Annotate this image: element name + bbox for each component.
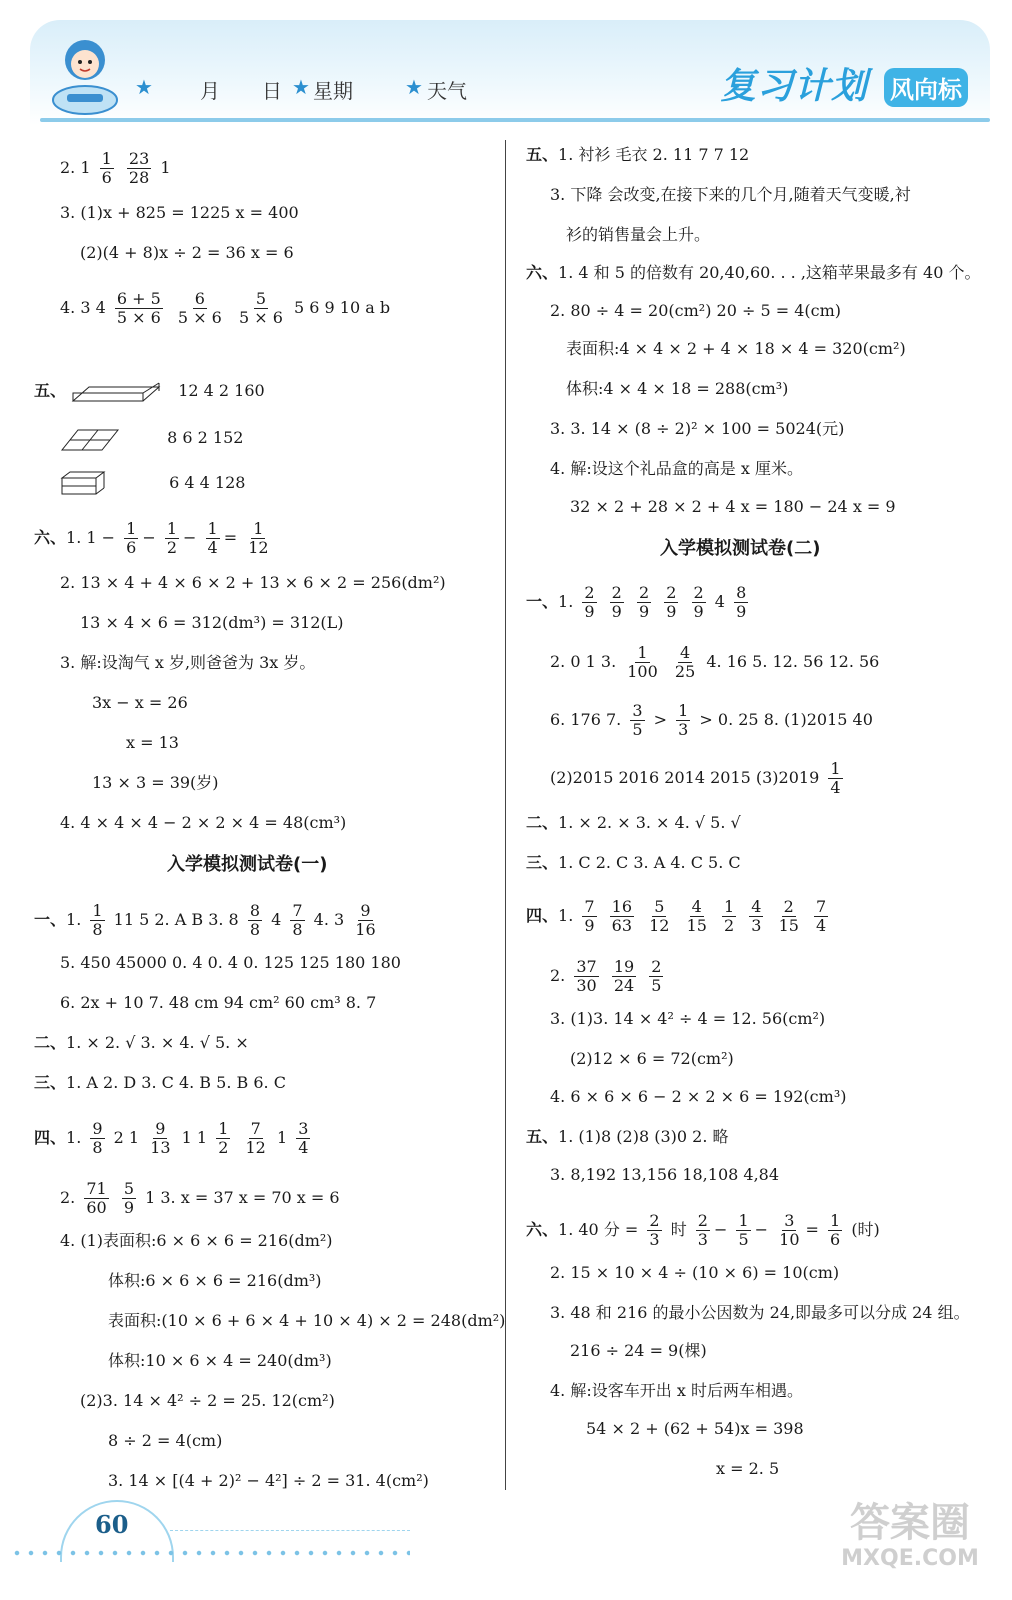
brand-logo: 复习计划 bbox=[720, 66, 869, 107]
watermark-url: MXQE.COM bbox=[841, 1546, 979, 1571]
flat-cuboid-icon bbox=[71, 381, 161, 403]
watermark-logo: 答案圈 bbox=[850, 1500, 970, 1546]
answer-line: 3. 下降 会改变,在接下来的几个月,随着天气变暖,衬 bbox=[550, 185, 911, 204]
answer-line: 2. 0 1 3. $\frac{1}{100}$ $\frac{4}{25}$ 4. 16 5. 12. 56 12. 56 bbox=[550, 643, 880, 681]
answer-line: 2. $\frac{37}{30}$ $\frac{19}{24}$ $\frac{2}{5}$ bbox=[550, 957, 662, 995]
page-header bbox=[0, 0, 1012, 140]
cuboid-icon bbox=[60, 424, 120, 452]
answer-line: 6. 2x + 10 7. 48 cm 94 cm² 60 cm³ 8. 7 bbox=[60, 993, 377, 1012]
answer-line: 2. 13 × 4 + 4 × 6 × 2 + 13 × 6 × 2 = 256(dm²) bbox=[60, 573, 446, 592]
answer-line: 4. 解:设这个礼品盒的高是 x 厘米。 bbox=[550, 459, 803, 478]
answer-line: x = 2. 5 bbox=[716, 1459, 780, 1478]
answer-line: (2)2015 2016 2014 2015 (3)2019 $\frac{1}{4}$ bbox=[550, 759, 841, 797]
answer-line: (2)3. 14 × 4² ÷ 2 = 25. 12(cm²) bbox=[80, 1391, 335, 1410]
page-number: 60 bbox=[95, 1510, 129, 1539]
answer-line: 4. (1)表面积:6 × 6 × 6 = 216(dm²) bbox=[60, 1231, 333, 1250]
answer-line: 3. (1)3. 14 × 4² ÷ 4 = 12. 56(cm²) bbox=[550, 1009, 826, 1028]
answer-line: 表面积:(10 × 6 + 6 × 4 + 10 × 4) × 2 = 248(dm²) bbox=[108, 1311, 506, 1330]
answer-line: 13 × 4 × 6 = 312(dm³) = 312(L) bbox=[80, 613, 344, 632]
answer-line: 一、1. $\frac{2}{9}$ $\frac{2}{9}$ $\frac{2}{9}$ $\frac{2}{9}$ $\frac{2}{9}$ 4 $\frac{8}{9}$ bbox=[526, 583, 747, 621]
section-title: 入学模拟测试卷(一) bbox=[167, 854, 328, 875]
answer-line: 3. 解:设淘气 x 岁,则爸爸为 3x 岁。 bbox=[60, 653, 316, 672]
answer-line: 六、1. 4 和 5 的倍数有 20,40,60. . . ,这箱苹果最多有 40 个。 bbox=[526, 263, 981, 282]
answer-line: 三、1. A 2. D 3. C 4. B 5. B 6. C bbox=[34, 1073, 286, 1092]
column-divider bbox=[505, 140, 506, 1490]
answer-line: 二、1. × 2. √ 3. × 4. √ 5. × bbox=[34, 1033, 249, 1052]
answer-line: 一、1. $\frac{1}{8}$ 11 5 2. A B 3. 8 $\frac{8}{8}$ 4 $\frac{7}{8}$ 4. 3 $\frac{9}{16}$ bbox=[34, 901, 376, 939]
answer-line: x = 13 bbox=[126, 733, 179, 752]
answer-line: 3. (1)x + 825 = 1225 x = 400 bbox=[60, 203, 299, 222]
answer-line: 二、1. × 2. × 3. × 4. √ 5. √ bbox=[526, 813, 741, 832]
answer-line: 三、1. C 2. C 3. A 4. C 5. C bbox=[526, 853, 741, 872]
answer-line: (2)(4 + 8)x ÷ 2 = 36 x = 6 bbox=[80, 243, 294, 262]
footer-line bbox=[170, 1530, 410, 1531]
answer-line: 五、 12 4 2 160 bbox=[34, 380, 265, 403]
answer-line: 4. 4 × 4 × 4 − 2 × 2 × 4 = 48(cm³) bbox=[60, 813, 347, 832]
star-icon: ★ bbox=[135, 75, 153, 99]
answer-line: 216 ÷ 24 = 9(棵) bbox=[570, 1341, 707, 1360]
answer-line: 衫的销售量会上升。 bbox=[566, 225, 711, 244]
answer-line: 32 × 2 + 28 × 2 + 4 x = 180 − 24 x = 9 bbox=[570, 497, 896, 516]
answer-line: 8 ÷ 2 = 4(cm) bbox=[108, 1431, 223, 1450]
answer-line: (2)12 × 6 = 72(cm²) bbox=[570, 1049, 734, 1068]
answer-line: 2. 80 ÷ 4 = 20(cm²) 20 ÷ 5 = 4(cm) bbox=[550, 301, 842, 320]
answer-line: 2. 15 × 10 × 4 ÷ (10 × 6) = 10(cm) bbox=[550, 1263, 840, 1282]
answer-line: 6 4 4 128 bbox=[60, 470, 245, 496]
answer-line: 体积:4 × 4 × 18 = 288(cm³) bbox=[566, 379, 789, 398]
answer-line: 体积:10 × 6 × 4 = 240(dm³) bbox=[108, 1351, 332, 1370]
header-weekday: 星期 bbox=[313, 79, 353, 103]
answer-line: 4. 3 4 $\frac{6 + 5}{5 \times 6}$ $\frac{6}{5 \times 6}$ $\frac{5}{5 \times 6}$ 5 6 9 10 a b bbox=[60, 289, 391, 327]
answer-line: 5. 450 45000 0. 4 0. 4 0. 125 125 180 180 bbox=[60, 953, 401, 972]
watermark bbox=[820, 1500, 1000, 1590]
answer-line: 4. 6 × 6 × 6 − 2 × 2 × 6 = 192(cm³) bbox=[550, 1087, 847, 1106]
header-day: 日 bbox=[262, 79, 282, 103]
answer-line: 2. 1 $\frac{1}{6}$ $\frac{23}{28}$ 1 bbox=[60, 149, 171, 187]
answer-line: 2. $\frac{71}{60}$ $\frac{5}{9}$ 1 3. x = 37 x = 70 x = 6 bbox=[60, 1179, 340, 1217]
answer-line: 四、1. $\frac{7}{9}$ $\frac{16}{63}$ $\frac{5}{12}$ $\frac{4}{15}$ $\frac{1}{2}$ $\frac{4}{3}$ $\frac{2}{15}$ $\frac{7}{4}$ bbox=[526, 897, 827, 935]
answer-line: 六、1. 1 − $\frac{1}{6}$ − $\frac{1}{2}$ − $\frac{1}{4}$ = $\frac{1}{12}$ bbox=[34, 519, 269, 557]
answer-line: 3. 8,192 13,156 18,108 4,84 bbox=[550, 1165, 780, 1184]
header-underline bbox=[40, 118, 990, 122]
answer-line: 四、1. $\frac{9}{8}$ 2 1 $\frac{9}{13}$ 1 1 $\frac{1}{2}$ $\frac{7}{12}$ 1 $\frac{3}{4}$ bbox=[34, 1119, 309, 1157]
answer-line: 五、1. (1)8 (2)8 (3)0 2. 略 bbox=[526, 1127, 729, 1146]
answer-line: 表面积:4 × 4 × 2 + 4 × 18 × 4 = 320(cm²) bbox=[566, 339, 906, 358]
footer-dots bbox=[10, 1548, 410, 1558]
section-title: 入学模拟测试卷(二) bbox=[660, 538, 821, 559]
answer-line: 体积:6 × 6 × 6 = 216(dm³) bbox=[108, 1271, 322, 1290]
answer-line: 3. 3. 14 × (8 ÷ 2)² × 100 = 5024(元) bbox=[550, 419, 845, 438]
header-month: 月 bbox=[200, 79, 220, 103]
star-icon: ★ bbox=[292, 75, 310, 99]
star-icon: ★ bbox=[405, 75, 423, 99]
answer-line: 五、1. 衬衫 毛衣 2. 11 7 7 12 bbox=[526, 145, 750, 164]
answer-line: 4. 解:设客车开出 x 时后两车相遇。 bbox=[550, 1381, 803, 1400]
answer-line: 54 × 2 + (62 + 54)x = 398 bbox=[586, 1419, 804, 1438]
answer-line: 8 6 2 152 bbox=[60, 424, 243, 452]
brand-logo-sub: 风向标 bbox=[884, 68, 968, 107]
answer-line: 3x − x = 26 bbox=[92, 693, 188, 712]
answer-line: 6. 176 7. $\frac{3}{5}$ > $\frac{1}{3}$ > 0. 25 8. (1)2015 40 bbox=[550, 701, 873, 739]
answer-line: 13 × 3 = 39(岁) bbox=[92, 773, 219, 792]
answer-line: 3. 48 和 216 的最小公因数为 24,即最多可以分成 24 组。 bbox=[550, 1303, 970, 1322]
cube-stack-icon bbox=[60, 470, 106, 496]
header-weather: 天气 bbox=[427, 79, 467, 103]
mascot-girl-icon bbox=[45, 30, 125, 120]
answer-line: 六、1. 40 分 = $\frac{2}{3}$ 时 $\frac{2}{3}$ − $\frac{1}{5}$ − $\frac{3}{10}$ = $\frac{1}{6}$ (时) bbox=[526, 1211, 880, 1249]
answer-line: 3. 14 × [(4 + 2)² − 4²] ÷ 2 = 31. 4(cm²) bbox=[108, 1471, 429, 1490]
